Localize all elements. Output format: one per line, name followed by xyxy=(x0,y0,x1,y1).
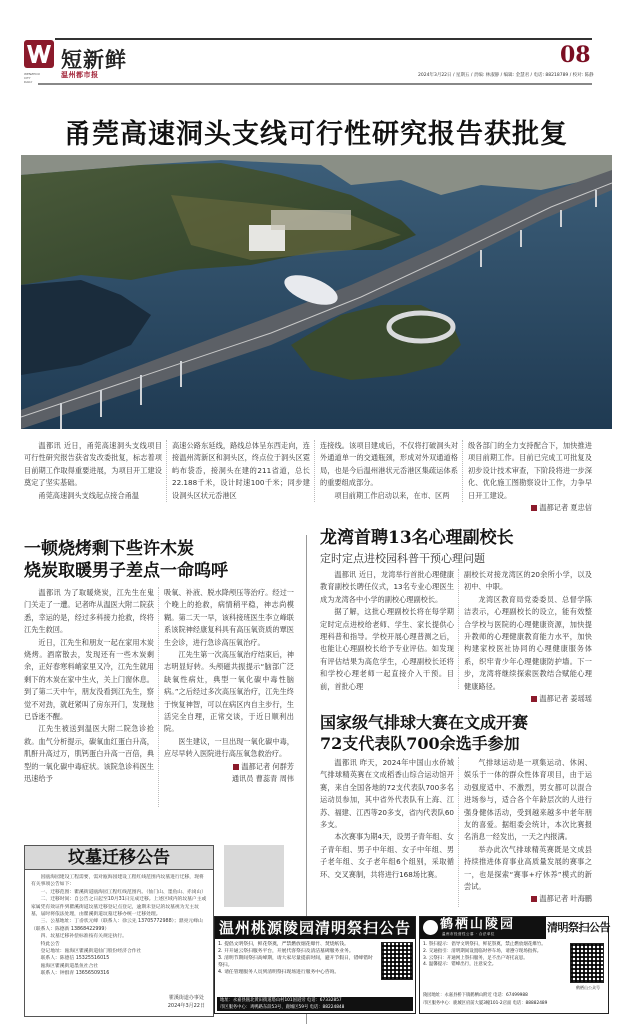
notice-contact: 联系人：陈德信 15325516015 xyxy=(40,956,110,962)
grave-relocation-notice xyxy=(24,845,214,1017)
story4-byline xyxy=(464,893,592,905)
story4-column-2 xyxy=(464,757,592,906)
ad-footer xyxy=(423,992,605,1008)
paragraph: 近日，江先生和朋友一起在家用木炭烧烤。酒席散去，发现还有一些木炭剩余，正好春寒料峭家里又冷，江先生就用剩下的木炭在家中生火，关上门窗休息。到了第二天中午，朋友没看到江先生，察觉不对劲，就赶紧叫了房东开门，发现他已昏迷不醒。 xyxy=(24,637,154,722)
paragraph: 项目前期工作启动以来，在市、区两 xyxy=(334,490,450,500)
story3-column-2 xyxy=(464,569,592,705)
ad-footer xyxy=(217,997,413,1011)
ad-item: 3. 清明节期间祭扫高峰期，请大家尽量提前时间，避开节假日，错峰错时祭扫。 xyxy=(218,956,373,968)
paragraph: 吸氧、补液、脱水降颅压等治疗。经过一个晚上的抢救，病情稍平稳，神志尚模糊。第二天一早，该科接班医生李立峰联系该院神经康复科具有高压氧资质的覃医生会诊，进行急诊高压氧治疗。 xyxy=(164,588,294,647)
lead-byline xyxy=(468,502,592,514)
taoyuan-cemetery-ad xyxy=(214,916,416,1014)
column-divider xyxy=(458,569,459,689)
issue-info: 2024年3月22日 / 星期五 / 责编: 林淑静 / 编辑: 金慧君 / 电话: 88218789 / 校对: 陈静 xyxy=(418,73,594,78)
paragraph: 医生建议，一旦出现一氧化碳中毒，应尽早转入医院进行高压氧急救治疗。 xyxy=(164,736,294,759)
headline-line: 烧炭取暖男子差点一命呜呼 xyxy=(24,561,228,581)
story2-byline xyxy=(164,761,294,773)
paragraph: 据了解，这批心理副校长将在每学期定时定点进校给老师、学生、家长提供心理科普和指导。学校开展心理普测之后，也能让心理副校长给予专业评估。如发现有评估结果为高危学生，心理副校长还将和学校心理老师一起直接介入干预。目前，首批心理 xyxy=(320,607,454,691)
ad-item: 1. 提倡文明祭扫，鲜花祭奠，严禁燃放烟花爆竹、焚烧纸钱。 xyxy=(218,942,349,947)
lead-headline: 甬莞高速洞头支线可行性研究报告获批复 xyxy=(64,119,568,150)
ad-item: 4. 温馨提示：错峰出行，注意安全。 xyxy=(423,962,497,968)
story2-column-1 xyxy=(24,587,154,786)
paragraph: 本次赛事为期4天，设男子青年组、女子青年组、男子中年组、女子中年组、男子老年组、女子老年组6个组别，采取循环、交叉赛制，共将进行168场比赛。 xyxy=(320,832,454,879)
ad-footer-line: 市区服务中心：鹿城区府前大厦3幢101-2店面 电话：88882489 xyxy=(423,1001,548,1006)
notice-paragraph: 二、迁移时间：自公告之日起至10月31日完成迁移。上述区域内的坟墓户主或家属凭有效证件到瞿溪街道坟墓迁移登记点登记，逾期未登记的坟墓视为无主坟墓，届时将依法处理，由瞿溪街道坟墓迁移办统一迁移处理。 xyxy=(31,897,207,918)
paragraph: 高速公路东延线，路线总体呈东西走向，连接温州湾新区和洞头区，终点位于洞头区霓屿布袋岙，接洞头在建的211省道，总长22.188千米，设计时速100千米；同步建设洞头区状元岙港区 xyxy=(172,441,310,500)
paragraph: 副校长对接龙湾区的20余所小学，以及初中、中职。 xyxy=(464,570,592,592)
ad-items xyxy=(215,939,380,978)
ad-logo-subtitle: 温州市经营性公墓 · 合法单位 xyxy=(442,932,495,936)
byline-marker-icon xyxy=(233,764,239,770)
story2-column-2 xyxy=(164,587,294,786)
story2-byline-correspondent: 通讯员 曹蕊青 周伟 xyxy=(231,774,294,784)
notice-paragraph: 因瓯海园建设工程需要，需对瓯海园建设工程红线范围内坟墓进行迁移，现将有关事项公告如下： xyxy=(31,875,204,888)
byline-marker-icon xyxy=(531,505,537,511)
byline-marker-icon xyxy=(531,896,537,902)
paragraph: 举办此次气排球精英赛既是文成县持续推进体育事业高质量发展的赛事之一，也是探索“赛事+疗休养”模式的新尝试。 xyxy=(464,844,592,892)
blank-ad-block xyxy=(224,845,284,907)
headline-line: 国家级气排球大赛在文成开赛 xyxy=(320,713,529,732)
ad-item: 2. 交通指引：清明期间设置临时停车场，请遵守现场指挥。 xyxy=(423,948,542,954)
paragraph: 温都讯 为了取暖烧炭，江先生在鬼门关走了一遭。记者昨从温医大附二院获悉，幸运的是，经过多科接力抢救，终将江先生救回。 xyxy=(24,588,154,635)
notice-contact: 登记地址：瓯海区瞿溪街道仙门股份经济合作社 xyxy=(40,949,142,955)
paragraph: 温都讯 昨天，2024年中国山水侨城气排球精英赛在文成稻香山综合运动馆开赛，来自全国各地的72支代表队700多名运动员参加，其中省外代表队有上海、江苏、福建、江西等20多支，省内代表队60多支。 xyxy=(320,758,454,830)
notice-title: 坟墓迁移公告 xyxy=(25,846,213,870)
ad-title: 温州桃源陵园清明祭扫公告 xyxy=(215,917,415,939)
story4-column-1 xyxy=(320,757,454,881)
notice-contact: 联系人：钟群青 13656509316 xyxy=(40,971,110,977)
section-name: 短新鲜 xyxy=(61,47,127,72)
story2-headline xyxy=(24,538,304,582)
ad-logo-text: 鹤栖山陵园 xyxy=(440,917,516,932)
ad-title: 清明祭扫公告 xyxy=(547,921,610,934)
headline-line: 72支代表队700余选手参加 xyxy=(320,734,520,753)
ad-footer-line: 陵园地址：永嘉县桥下镇鹤栖山附近 电话：67499988 xyxy=(423,993,528,998)
notice-paragraph: 四、坟墓迁移补偿标准按有关规定执行。 xyxy=(40,934,127,940)
notice-date: 2024年3月22日 xyxy=(167,1003,205,1009)
newspaper-logo-icon xyxy=(24,40,54,68)
column-divider xyxy=(158,587,159,807)
page-number: 08 xyxy=(560,42,591,68)
ad-footer-line: 市区服务中心：鸡鸭路东段53号、鹿城区59号 电话：88224848 xyxy=(220,1005,345,1010)
paragraph: 气排球运动是一项集运动、休闲、娱乐于一体的群众性体育项目，由于运动强度适中、不激烈，男女都可以混合进场参与，适合各个年龄层次的人进行强身健体活动，受到越来越多中老年朋友的喜爱。据组委会统计，本次比赛报名消息一经发出，一天之内报满。 xyxy=(464,758,592,842)
paragraph: 甬莞高速洞头支线起点接合甬温 xyxy=(38,490,140,500)
column-divider xyxy=(166,440,167,502)
lead-column-3 xyxy=(320,440,458,502)
notice-signature xyxy=(168,994,205,1010)
notice-paragraph: 三、公墓地址：丁岙状元峰（联系人：徐云先 13705772988）；鼎亮元峰山（联系人：陈德新 13868422999） xyxy=(31,919,203,932)
ad-logo xyxy=(420,917,546,939)
qr-caption: 鹤栖山公众号 xyxy=(576,985,600,990)
cemetery-logo-icon xyxy=(423,920,438,935)
ad-item: 2. 开开通云祭扫服务平台，开展代客祭扫及清洁墓碑服务业务。 xyxy=(218,949,354,954)
masthead-bottom-rule xyxy=(38,83,592,85)
paragraph: 江先生第一次高压氧治疗结束后，神志明显好转。头颅磁共振提示“脑部广泛缺氧性病灶，典型一氧化碳中毒性脑病。”之后经过多次高压氧治疗，江先生终于恢复神智，可以在病区内自主步行，生活完全自理，正常交谈，于近日顺利出院。 xyxy=(164,650,294,734)
notice-paragraph: 一、迁移范围：瞿溪街道瓯海园工程红线范围内。（仙门山、墨鱼山、赤岗山） xyxy=(40,889,207,895)
notice-body xyxy=(25,870,213,982)
lead-column-1 xyxy=(24,440,162,502)
byline-marker-icon xyxy=(531,696,537,702)
logo-sub-line: DAILY xyxy=(24,80,33,84)
ad-items xyxy=(423,942,565,969)
lead-column-2 xyxy=(172,440,310,502)
story4-headline xyxy=(320,712,600,754)
paragraph: 连接线。该项目建成后，不仅将打破洞头对外通道单一的交通瓶颈，形成对外双通道格局，也是今后温州港状元岙港区集疏运体系的重要组成部分。 xyxy=(320,441,458,488)
story3-byline xyxy=(464,693,592,705)
lead-column-4 xyxy=(468,440,592,514)
paragraph: 级各部门的全力支持配合下，加快推进项目前期工作。目前已完成工可批复及初步设计技术审查，下阶段将进一步深化、优化施工图勘察设计工作，力争早日开工建设。 xyxy=(468,441,592,500)
notice-contact: 特此公告 xyxy=(40,941,60,947)
paragraph: 龙湾区教育局党委委员、总督学陈洁表示，心理副校长的设立，能有效整合学校与医院的心理健康资源，加快提升教师的心理健康教育能力水平，加快构建家校医社协同的心理健康服务体系，织牢青少年心理健康防护墙。下一步，龙湾将继续探索医教结合赋能心理健康路径。 xyxy=(464,594,592,691)
paper-name: 温州都市报 xyxy=(61,71,99,79)
ad-footer-line: 地址：永嘉县瓯北黄田街道塔山村101国道旁 电话：67332857 xyxy=(220,998,342,1003)
headline-line: 一顿烧烤剩下些许木炭 xyxy=(24,539,194,559)
ad-item: 3. 云祭扫：开通网上祭扫服务，足不出户寄托哀思。 xyxy=(423,955,528,961)
logo-sub-line: CITY xyxy=(24,76,31,80)
byline-text: 温都记者 姜瑶瑶 xyxy=(539,694,592,704)
byline-text: 温都记者 何群芳 xyxy=(241,761,294,771)
paragraph: 江先生被送到温医大附二院急诊抢救。血气分析提示，碳氧血红蛋白升高，肌酐升高过万，肌钙蛋白升高一百倍，典型的一氧化碳中毒症状。该院急诊科医生迅速给予 xyxy=(24,724,154,784)
byline-text: 温都记者 夏忠信 xyxy=(539,503,592,513)
lead-photo xyxy=(21,155,612,429)
qixishan-cemetery-ad xyxy=(419,916,609,1014)
column-divider xyxy=(458,757,459,907)
story3-subtitle: 定时定点进校园科普干预心理问题 xyxy=(320,552,485,565)
paragraph: 温都讯 近日，龙湾举行首批心理健康教育副校长聘任仪式，13名专业心理医生成为龙湾各中小学的副校心理副校长。 xyxy=(320,570,454,604)
notice-signer: 瞿溪街道办事处 xyxy=(168,995,204,1001)
story3-column-1 xyxy=(320,569,454,693)
story3-headline: 龙湾首聘13名心理副校长 xyxy=(320,528,514,548)
ad-item: 1. 祭扫提示：倡导文明祭扫，鲜花祭奠，禁止燃放烟花爆竹。 xyxy=(423,942,546,947)
qr-code-icon xyxy=(381,942,413,980)
column-divider xyxy=(314,440,315,502)
masthead-top-rule xyxy=(55,38,592,40)
paragraph: 温都讯 近日，甬莞高速洞头支线项目可行性研究报告获省发改委批复，标志着项目前期工作取得重要进展，为项目开工建设奠定了坚实基础。 xyxy=(24,441,162,488)
qr-code-icon xyxy=(570,943,604,983)
byline-text: 温都记者 叶海鹏 xyxy=(539,894,592,904)
logo-sub-line: WENZHOU xyxy=(24,72,40,76)
ad-item: 4. 请任管理服务人员到清明祭扫现场进行服务中心咨询。 xyxy=(218,970,340,975)
column-divider xyxy=(462,440,463,502)
notice-contact: 瓯海区瞿溪街道墨鱼社合社 xyxy=(40,963,99,969)
